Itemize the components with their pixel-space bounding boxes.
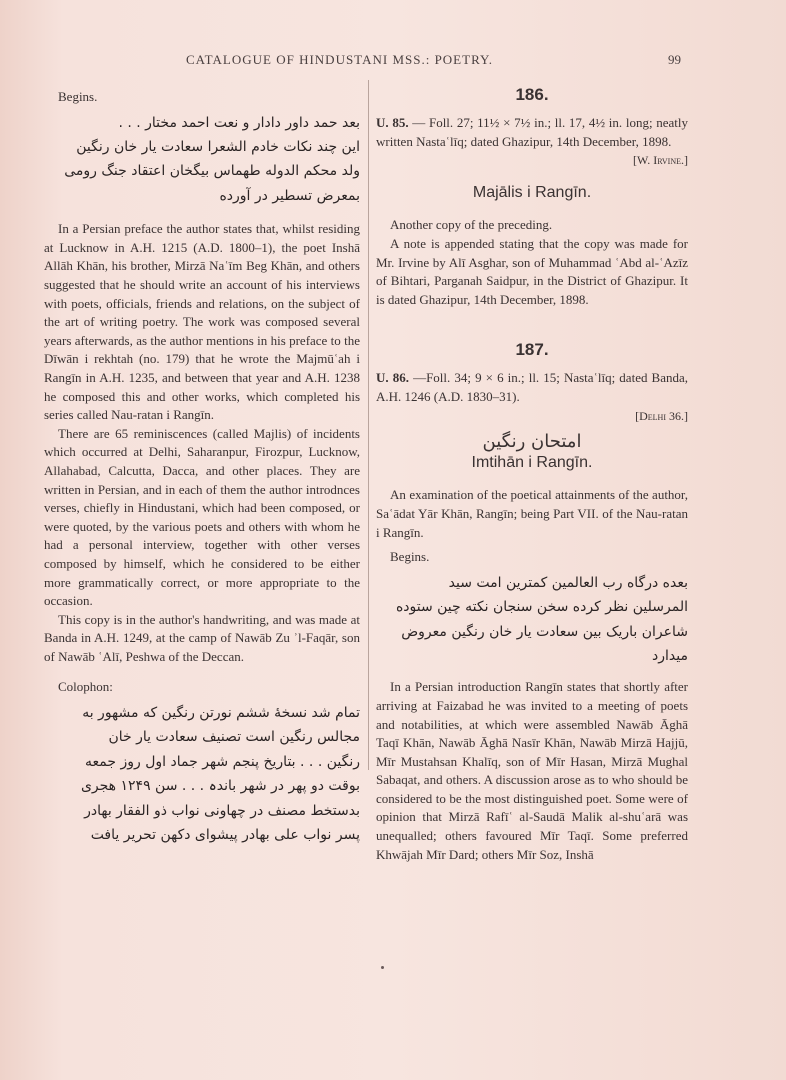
physical-description: — Foll. 27; 11½ × 7½ in.; ll. 17, 4½ in. long; neatly written Nastaʿlīq; dated Ghazipur, 14th December, 1898. [376,115,689,149]
urdu-line: شاعران باریک بین سعادت یار خان رنگین معروض [401,623,688,640]
begins-label: Begins. [58,89,98,104]
running-title: CATALOGUE OF HINDUSTANI MSS.: POETRY. [186,52,493,67]
entry-187-reference [376,369,688,406]
work-title-urdu: امتحان رنگین [482,431,582,453]
paragraph-copy-note: This copy is in the author's handwriting, and was made at Banda in A.H. 1249, at the camp of Nawāb Zu ʾl-Faqār, son of Nawāb ʿAlī, Peshwa of the Deccan. [44,611,360,664]
column-divider [368,80,369,770]
paragraph: A note is appended stating that the copy was made for Mr. Irvine by Alī Asghar, son of Muhammad ʿAbd al-ʿAzīz of Bihtari, Parganah Saidpur, in the District of Ghazipur. It is dated Ghazipur, 14th December, 1898. [376,235,688,307]
colophon-label: Colophon: [58,679,113,695]
colophon-line: مجالس رنگین است تصنیف سعادت یار خان [108,729,360,746]
colophon-line: بدستخط مصنف در چهاونی نواب ذو الفقار بهادر [84,802,360,819]
entry-186-reference [376,114,688,151]
donor: [Delhi 36.] [635,408,688,423]
ink-mark [381,966,384,969]
work-title: Majālis i Rangīn. [472,183,592,201]
urdu-line: میدارد [652,647,688,664]
paragraph: An examination of the poetical attainments of the author, Saʿādat Yār Khān, Rangīn; being Part VII. of the Nau-ratan i Rangīn. [376,487,688,540]
paragraph-reminiscences: There are 65 reminiscences (called Majlis) of incidents which occurred at Delhi, Saharanpur, Firozpur, Lucknow, Allahabad, Calcutta, Dacca, and other places. They are written in Persian, and in each of them the author introdnces verses, chiefly in Hindustani, which had been composed, or were quoted, by the various poets and others with whom he had a personal interview, together with other verses composed by himself, which he considered to be either more grammatically correct, or more appropriate to the occasion. [44,425,360,609]
urdu-line: المرسلین نظر کرده سخن سنجان نکته چین ستوده [395,599,688,616]
entry-number-186: 186. [515,85,549,104]
paragraph-introduction: In a Persian introduction Rangīn states that shortly after arriving at Faizabad he was invited to a meeting of poets and notabilities, at which were assembled Nawāb Āghā Taqī Khān, Nawāb Āghā Nasīr Khān, Nawāb Mirzā Hajjū, Mīr Mustahsan Khalīq, son of Mīr Hasan, Mirzā Mughal Sabaqat, and others. A discussion arose as to who should be considered to be the most distinguished poet. Some were of opinion that Mirzā Rafīʿ al-Saudā Malik al-shuʿarā was unequalled; others favoured Mīr Taqī. Some preferred Khwājah Mīr Dard; others Mīr Soz, Inshā [376,679,688,862]
urdu-line: بمعرض تسطیر در آورده [219,187,360,204]
shelfmark: U. 86. [376,370,409,386]
left-column [44,88,360,848]
urdu-line: بعد حمد داور دادار و نعت احمد مختار . . . [118,114,360,131]
work-title: Imtihān i Rangīn. [471,453,593,471]
colophon-line: تمام شد نسخهٔ ششم نورتن رنگین که مشهور به [82,705,360,722]
paragraph-preface: In a Persian preface the author states that, whilst residing at Lucknow in A.H. 1215 (A.D. 1800–1), the poet Inshā Allāh Khān, his brother, Mirzā Naʿīm Beg Khān, and others suggested that he should write an account of his interviews with poets, officials, friends and relations, on the subject of the art of writing poetry. The work was composed several years afterwards, as the author mentions in his preface to the Dīwān i rekhtah (no. 179) that he wrote the Majmūʿah i Rangīn in A.H. 1235, and between that year and A.H. 1238 he composed this and other works, which completed his series called Nau-ratan i Rangīn. [44,221,360,423]
donor: [W. Irvine.] [632,153,688,168]
urdu-line: بعده درگاه رب العالمین کمترین امت سید [448,574,688,591]
colophon-line: پسر نواب علی بهادر پیشوای دکهن تحریر یافت [90,827,360,844]
page-number: 99 [668,52,681,67]
colophon-line: بوقت دو پهر در شهر باندہ . . . سن ۱۲۴۹ هجری [80,778,360,795]
paragraph: Another copy of the preceding. [390,217,553,233]
entry-number-187: 187. [515,340,549,360]
physical-description: —Foll. 34; 9 × 6 in.; ll. 15; Nastaʿlīq; dated Banda, A.H. 1246 (A.D. 1830–31). [376,370,689,404]
right-column [376,84,688,864]
urdu-line: این چند نکات خادم الشعرا سعادت یار خان رنگین [76,139,360,155]
colophon-line: رنگین . . . بتاریخ پنجم شهر جماد اول روز جمعه [85,753,360,770]
urdu-line: ولد محکم الدوله طهماس بیگخان اعتقاد جنگ رومی [64,163,360,180]
shelfmark: U. 85. [376,115,409,130]
begins-label: Begins. [390,549,430,565]
